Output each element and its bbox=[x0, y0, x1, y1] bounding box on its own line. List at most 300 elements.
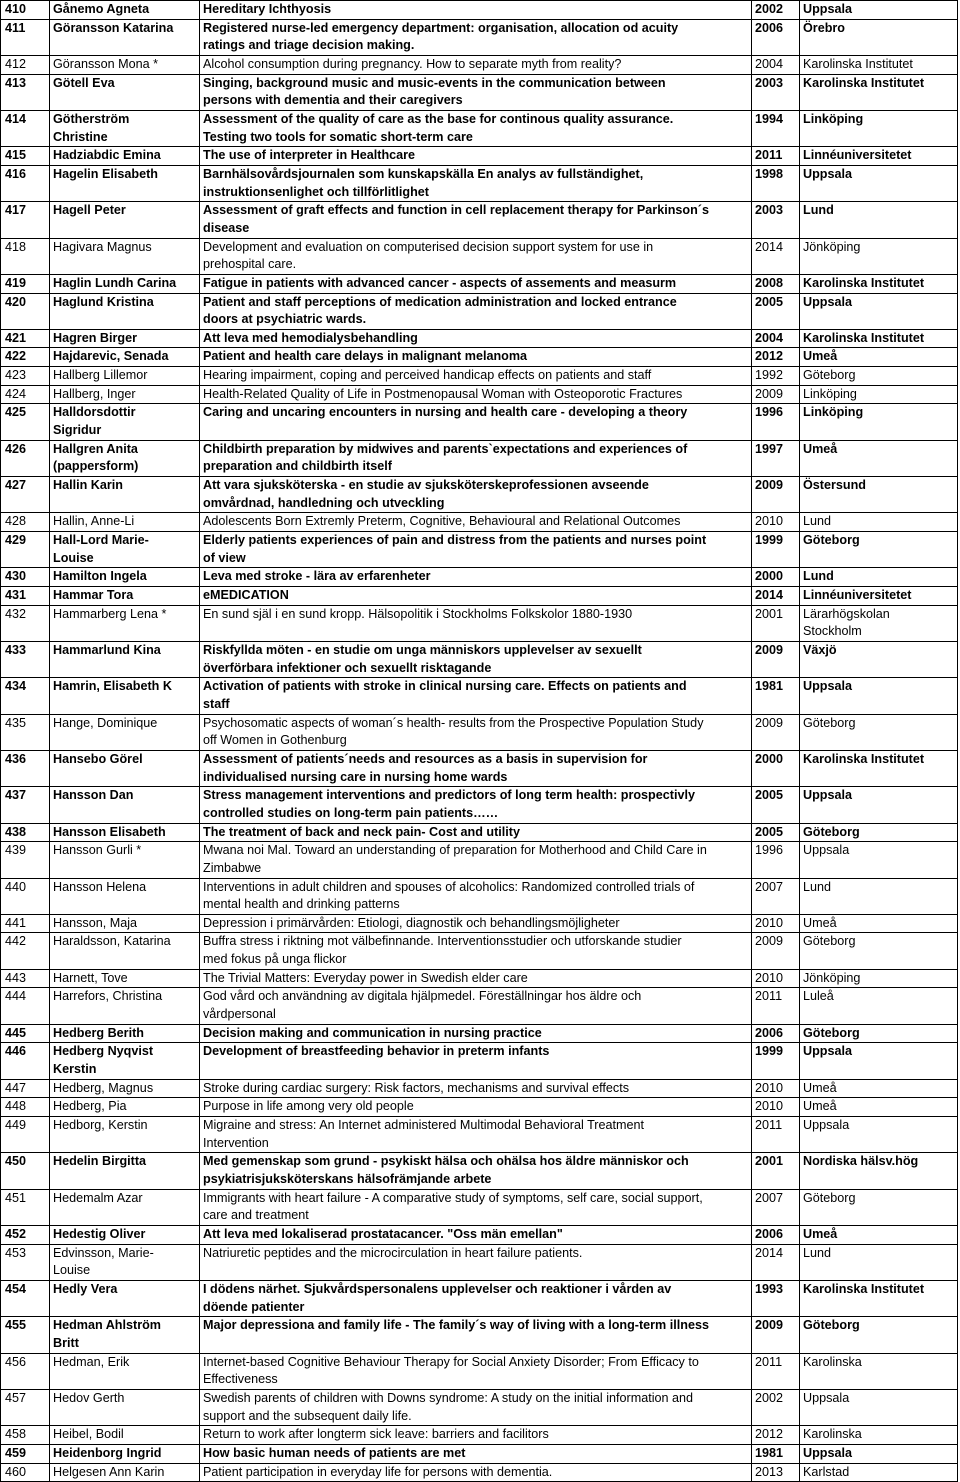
university-cell bbox=[800, 714, 958, 750]
title-line: persons with dementia and their caregivers bbox=[203, 93, 463, 108]
university-line: Lund bbox=[803, 1245, 832, 1260]
title-cell bbox=[200, 1153, 752, 1189]
year-cell: 2002 bbox=[752, 1, 800, 20]
row-number: 442 bbox=[1, 933, 50, 969]
university-line: Jönköping bbox=[803, 970, 861, 985]
table-row bbox=[1, 19, 958, 55]
title-cell bbox=[200, 348, 752, 367]
title-line: off Women in Gothenburg bbox=[203, 733, 347, 748]
author-line: Hedborg, Kerstin bbox=[53, 1118, 148, 1133]
year-cell: 1981 bbox=[752, 1444, 800, 1463]
row-number: 414 bbox=[1, 110, 50, 146]
title-line: Caring and uncaring encounters in nursing and health care - developing a theory bbox=[203, 405, 688, 420]
author-cell bbox=[50, 1153, 200, 1189]
university-line: Lund bbox=[803, 203, 834, 218]
table-row bbox=[1, 440, 958, 476]
university-cell bbox=[800, 605, 958, 641]
year-cell: 2014 bbox=[752, 1244, 800, 1280]
title-line: Testing two tools for somatic short-term care bbox=[203, 129, 473, 144]
row-number: 453 bbox=[1, 1244, 50, 1280]
university-line: Karlstad bbox=[803, 1464, 850, 1479]
year-cell: 2010 bbox=[752, 914, 800, 933]
table-row bbox=[1, 750, 958, 786]
table-row bbox=[1, 385, 958, 404]
author-cell bbox=[50, 293, 200, 329]
year-cell: 2000 bbox=[752, 568, 800, 587]
author-line: Hansson Dan bbox=[53, 788, 134, 803]
university-line: Linköping bbox=[803, 111, 864, 126]
university-line: Göteborg bbox=[803, 533, 860, 548]
university-line: Umeå bbox=[803, 349, 838, 364]
author-cell bbox=[50, 532, 200, 568]
row-number: 425 bbox=[1, 404, 50, 440]
author-cell bbox=[50, 110, 200, 146]
author-cell bbox=[50, 165, 200, 201]
row-number: 412 bbox=[1, 55, 50, 74]
title-line: God vård och användning av digitala hjälpmedel. Föreställningar hos äldre och bbox=[203, 989, 642, 1004]
year-cell: 2011 bbox=[752, 988, 800, 1024]
table-row bbox=[1, 568, 958, 587]
author-cell bbox=[50, 587, 200, 606]
row-number: 443 bbox=[1, 969, 50, 988]
title-cell bbox=[200, 532, 752, 568]
author-line: Hallberg Lillemor bbox=[53, 368, 148, 383]
university-cell bbox=[800, 914, 958, 933]
university-line: Göteborg bbox=[803, 824, 860, 839]
university-cell bbox=[800, 988, 958, 1024]
author-cell bbox=[50, 147, 200, 166]
title-cell bbox=[200, 202, 752, 238]
university-cell bbox=[800, 1153, 958, 1189]
year-cell: 2009 bbox=[752, 1317, 800, 1353]
table-row bbox=[1, 147, 958, 166]
title-line: The treatment of back and neck pain- Cost and utility bbox=[203, 824, 520, 839]
author-cell bbox=[50, 1189, 200, 1225]
year-cell: 2000 bbox=[752, 750, 800, 786]
author-line: Hagell Peter bbox=[53, 203, 126, 218]
title-cell bbox=[200, 385, 752, 404]
row-number: 437 bbox=[1, 787, 50, 823]
author-cell bbox=[50, 750, 200, 786]
table-row bbox=[1, 914, 958, 933]
title-line: Natriuretic peptides and the microcirculation in heart failure patients. bbox=[203, 1245, 583, 1260]
author-line: Hammarberg Lena * bbox=[53, 606, 167, 621]
row-number: 435 bbox=[1, 714, 50, 750]
university-cell bbox=[800, 1043, 958, 1079]
university-cell bbox=[800, 969, 958, 988]
table-row bbox=[1, 988, 958, 1024]
table-row bbox=[1, 878, 958, 914]
table-row bbox=[1, 293, 958, 329]
title-cell bbox=[200, 293, 752, 329]
author-line: Hajdarevic, Senada bbox=[53, 349, 169, 364]
author-cell bbox=[50, 367, 200, 386]
university-line: Umeå bbox=[803, 915, 837, 930]
university-cell bbox=[800, 74, 958, 110]
title-cell bbox=[200, 714, 752, 750]
row-number: 459 bbox=[1, 1444, 50, 1463]
table-row bbox=[1, 1317, 958, 1353]
title-cell bbox=[200, 1, 752, 20]
university-cell bbox=[800, 238, 958, 274]
title-line: Effectiveness bbox=[203, 1372, 278, 1387]
table-row bbox=[1, 1225, 958, 1244]
author-cell bbox=[50, 1444, 200, 1463]
title-line: Psychosomatic aspects of woman´s health- results from the Prospective Population Study bbox=[203, 715, 704, 730]
row-number: 448 bbox=[1, 1098, 50, 1117]
row-number: 424 bbox=[1, 385, 50, 404]
author-line: Hallin, Anne-Li bbox=[53, 514, 135, 529]
table-row bbox=[1, 238, 958, 274]
row-number: 421 bbox=[1, 329, 50, 348]
author-line: Göransson Katarina bbox=[53, 20, 174, 35]
title-cell bbox=[200, 933, 752, 969]
row-number: 411 bbox=[1, 19, 50, 55]
title-cell bbox=[200, 878, 752, 914]
author-line: Haraldsson, Katarina bbox=[53, 934, 171, 949]
row-number: 420 bbox=[1, 293, 50, 329]
title-line: How basic human needs of patients are met bbox=[203, 1445, 466, 1460]
year-cell: 2003 bbox=[752, 202, 800, 238]
university-line: Karolinska Institutet bbox=[803, 1281, 925, 1296]
university-line: Linnéuniversitetet bbox=[803, 148, 912, 163]
university-cell bbox=[800, 1, 958, 20]
year-cell: 2006 bbox=[752, 1024, 800, 1043]
author-cell bbox=[50, 933, 200, 969]
row-number: 410 bbox=[1, 1, 50, 20]
row-number: 441 bbox=[1, 914, 50, 933]
author-cell bbox=[50, 823, 200, 842]
author-line: Hedberg Berith bbox=[53, 1025, 144, 1040]
author-line: Heibel, Bodil bbox=[53, 1427, 124, 1442]
title-cell bbox=[200, 988, 752, 1024]
row-number: 436 bbox=[1, 750, 50, 786]
year-cell: 1996 bbox=[752, 404, 800, 440]
table-row bbox=[1, 787, 958, 823]
row-number: 450 bbox=[1, 1153, 50, 1189]
row-number: 415 bbox=[1, 147, 50, 166]
title-line: doors at psychiatric wards. bbox=[203, 312, 367, 327]
table-row bbox=[1, 1024, 958, 1043]
title-line: controlled studies on long-term pain patients…… bbox=[203, 805, 499, 820]
author-line: Hadziabdic Emina bbox=[53, 148, 161, 163]
university-cell bbox=[800, 641, 958, 677]
title-cell bbox=[200, 1317, 752, 1353]
table-row bbox=[1, 1117, 958, 1153]
row-number: 416 bbox=[1, 165, 50, 201]
thesis-table-body bbox=[1, 1, 958, 1482]
author-cell bbox=[50, 1098, 200, 1117]
author-line: Harnett, Tove bbox=[53, 970, 128, 985]
year-cell: 1993 bbox=[752, 1280, 800, 1316]
university-cell bbox=[800, 19, 958, 55]
title-cell bbox=[200, 1189, 752, 1225]
title-line: instruktionsenlighet och tillförlitlighet bbox=[203, 184, 429, 199]
author-line: Götherström bbox=[53, 111, 130, 126]
author-line: Götell Eva bbox=[53, 75, 115, 90]
author-cell bbox=[50, 348, 200, 367]
row-number: 422 bbox=[1, 348, 50, 367]
year-cell: 2011 bbox=[752, 1353, 800, 1389]
author-cell bbox=[50, 1079, 200, 1098]
year-cell: 2009 bbox=[752, 385, 800, 404]
author-line: Halldorsdottir bbox=[53, 405, 136, 420]
university-line: Umeå bbox=[803, 1099, 837, 1114]
title-line: Zimbabwe bbox=[203, 860, 262, 875]
title-cell bbox=[200, 842, 752, 878]
university-cell bbox=[800, 1444, 958, 1463]
university-line: Göteborg bbox=[803, 1190, 856, 1205]
author-line: Helgesen Ann Karin bbox=[53, 1464, 165, 1479]
table-row bbox=[1, 477, 958, 513]
author-line: Hange, Dominique bbox=[53, 715, 158, 730]
university-line: Göteborg bbox=[803, 715, 856, 730]
row-number: 445 bbox=[1, 1024, 50, 1043]
title-line: Assessment of the quality of care as the base for continous quality assurance. bbox=[203, 111, 674, 126]
title-cell bbox=[200, 787, 752, 823]
author-line: Haglin Lundh Carina bbox=[53, 275, 177, 290]
title-line: Immigrants with heart failure - A comparative study of symptoms, self care, social support, bbox=[203, 1190, 703, 1205]
row-number: 427 bbox=[1, 477, 50, 513]
year-cell: 2002 bbox=[752, 1389, 800, 1425]
title-cell bbox=[200, 147, 752, 166]
title-cell bbox=[200, 1389, 752, 1425]
title-line: Intervention bbox=[203, 1135, 269, 1150]
author-line: Heidenborg Ingrid bbox=[53, 1445, 162, 1460]
title-line: överförbara infektioner och sexuellt risktagande bbox=[203, 660, 492, 675]
university-cell bbox=[800, 293, 958, 329]
year-cell: 2001 bbox=[752, 605, 800, 641]
author-line: Göransson Mona * bbox=[53, 56, 159, 71]
row-number: 451 bbox=[1, 1189, 50, 1225]
author-line: Hedly Vera bbox=[53, 1281, 118, 1296]
title-line: Med gemenskap som grund - psykiskt hälsa och ohälsa hos äldre människor och bbox=[203, 1154, 689, 1169]
author-cell bbox=[50, 238, 200, 274]
title-line: Att vara sjuksköterska - en studie av sjuksköterskeprofessionen avseende bbox=[203, 478, 649, 493]
table-row bbox=[1, 641, 958, 677]
university-line: Karolinska Institutet bbox=[803, 275, 925, 290]
row-number: 419 bbox=[1, 274, 50, 293]
title-line: Singing, background music and music-events in the communication between bbox=[203, 75, 666, 90]
title-line: Alcohol consumption during pregnancy. How to separate myth from reality? bbox=[203, 56, 622, 71]
table-row bbox=[1, 532, 958, 568]
title-cell bbox=[200, 367, 752, 386]
table-row bbox=[1, 367, 958, 386]
university-line: Nordiska hälsv.hög bbox=[803, 1154, 919, 1169]
author-line: Hedman Ahlström bbox=[53, 1318, 161, 1333]
title-cell bbox=[200, 914, 752, 933]
year-cell: 2009 bbox=[752, 477, 800, 513]
title-line: Swedish parents of children with Downs syndrome: A study on the initial information and bbox=[203, 1390, 694, 1405]
university-cell bbox=[800, 165, 958, 201]
author-cell bbox=[50, 678, 200, 714]
table-row bbox=[1, 274, 958, 293]
author-line: Hammar Tora bbox=[53, 588, 134, 602]
row-number: 454 bbox=[1, 1280, 50, 1316]
year-cell: 2007 bbox=[752, 1189, 800, 1225]
title-line: mental health and drinking patterns bbox=[203, 897, 400, 912]
author-cell bbox=[50, 1043, 200, 1079]
university-line: Uppsala bbox=[803, 294, 852, 309]
row-number: 418 bbox=[1, 238, 50, 274]
author-cell bbox=[50, 714, 200, 750]
row-number: 426 bbox=[1, 440, 50, 476]
author-cell bbox=[50, 1024, 200, 1043]
university-line: Uppsala bbox=[803, 166, 852, 181]
title-cell bbox=[200, 110, 752, 146]
university-cell bbox=[800, 1024, 958, 1043]
table-row bbox=[1, 1353, 958, 1389]
university-line: Örebro bbox=[803, 20, 845, 35]
year-cell: 2001 bbox=[752, 1153, 800, 1189]
title-line: Stress management interventions and predictors of long term health: prospectivly bbox=[203, 788, 695, 803]
author-line: Hedman, Erik bbox=[53, 1354, 130, 1369]
author-line: Hamrin, Elisabeth K bbox=[53, 679, 172, 694]
year-cell: 2010 bbox=[752, 1098, 800, 1117]
university-cell bbox=[800, 1463, 958, 1482]
title-cell bbox=[200, 238, 752, 274]
author-line: Hedestig Oliver bbox=[53, 1226, 146, 1241]
university-cell bbox=[800, 1189, 958, 1225]
author-cell bbox=[50, 1389, 200, 1425]
title-cell bbox=[200, 55, 752, 74]
author-cell bbox=[50, 1463, 200, 1482]
author-line: Hansson Helena bbox=[53, 879, 147, 894]
author-cell bbox=[50, 914, 200, 933]
row-number: 430 bbox=[1, 568, 50, 587]
row-number: 446 bbox=[1, 1043, 50, 1079]
university-cell bbox=[800, 202, 958, 238]
university-cell bbox=[800, 933, 958, 969]
title-line: Stroke during cardiac surgery: Risk factors, mechanisms and survival effects bbox=[203, 1080, 630, 1095]
title-cell bbox=[200, 74, 752, 110]
table-row bbox=[1, 714, 958, 750]
title-cell bbox=[200, 1444, 752, 1463]
title-line: Buffra stress i riktning mot välbefinnande. Interventionsstudier och utforskande studier bbox=[203, 934, 682, 949]
title-line: Hereditary Ichthyosis bbox=[203, 2, 332, 16]
author-cell bbox=[50, 1317, 200, 1353]
university-line: Linköping bbox=[803, 405, 864, 420]
table-row bbox=[1, 165, 958, 201]
author-line: Hagren Birger bbox=[53, 330, 137, 345]
table-row bbox=[1, 1153, 958, 1189]
year-cell: 2011 bbox=[752, 1117, 800, 1153]
university-line: Göteborg bbox=[803, 1025, 860, 1040]
author-line: (pappersform) bbox=[53, 459, 139, 474]
author-line: Hagivara Magnus bbox=[53, 239, 152, 254]
title-cell bbox=[200, 1079, 752, 1098]
author-line: Haglund Kristina bbox=[53, 294, 154, 309]
title-cell bbox=[200, 587, 752, 606]
table-row bbox=[1, 1244, 958, 1280]
university-cell bbox=[800, 329, 958, 348]
title-line: Internet-based Cognitive Behaviour Therapy for Social Anxiety Disorder; From Efficacy to bbox=[203, 1354, 699, 1369]
university-cell bbox=[800, 587, 958, 606]
title-line: Development and evaluation on computerised decision support system for use in bbox=[203, 239, 654, 254]
title-line: preparation and childbirth itself bbox=[203, 459, 392, 474]
university-cell bbox=[800, 750, 958, 786]
university-line: Karolinska bbox=[803, 1354, 862, 1369]
year-cell: 1997 bbox=[752, 440, 800, 476]
table-row bbox=[1, 842, 958, 878]
title-line: Development of breastfeeding behavior in preterm infants bbox=[203, 1044, 550, 1059]
author-cell bbox=[50, 74, 200, 110]
title-line: Att leva med hemodialysbehandling bbox=[203, 330, 418, 345]
year-cell: 2006 bbox=[752, 19, 800, 55]
title-line: I dödens närhet. Sjukvårdspersonalens upplevelser och reaktioner i vården av bbox=[203, 1281, 672, 1296]
year-cell: 2009 bbox=[752, 933, 800, 969]
table-row bbox=[1, 74, 958, 110]
university-cell bbox=[800, 1079, 958, 1098]
title-line: The Trivial Matters: Everyday power in Swedish elder care bbox=[203, 970, 528, 985]
title-cell bbox=[200, 1117, 752, 1153]
university-cell bbox=[800, 842, 958, 878]
row-number: 456 bbox=[1, 1353, 50, 1389]
author-line: Louise bbox=[53, 550, 94, 565]
author-cell bbox=[50, 19, 200, 55]
row-number: 444 bbox=[1, 988, 50, 1024]
title-line: Leva med stroke - lära av erfarenheter bbox=[203, 569, 431, 584]
table-row bbox=[1, 1426, 958, 1445]
row-number: 447 bbox=[1, 1079, 50, 1098]
title-cell bbox=[200, 568, 752, 587]
university-line: Umeå bbox=[803, 1226, 838, 1241]
author-line: Edvinsson, Marie- bbox=[53, 1245, 154, 1260]
university-line: Karolinska bbox=[803, 1427, 862, 1442]
university-cell bbox=[800, 787, 958, 823]
year-cell: 2010 bbox=[752, 513, 800, 532]
title-line: Elderly patients experiences of pain and distress from the patients and nurses point bbox=[203, 533, 707, 548]
university-line: Jönköping bbox=[803, 239, 861, 254]
year-cell: 2012 bbox=[752, 348, 800, 367]
row-number: 432 bbox=[1, 605, 50, 641]
year-cell: 2005 bbox=[752, 823, 800, 842]
title-line: psykiatrisjuksköterskans hälsofrämjande arbete bbox=[203, 1172, 492, 1186]
author-line: Kerstin bbox=[53, 1062, 97, 1077]
author-line: Hedelin Birgitta bbox=[53, 1154, 147, 1169]
table-row bbox=[1, 1, 958, 20]
title-cell bbox=[200, 1244, 752, 1280]
title-line: En sund själ i en sund kropp. Hälsopolitik i Stockholms Folkskolor 1880-1930 bbox=[203, 606, 633, 621]
title-line: Adolescents Born Extremly Preterm, Cognitive, Behavioural and Relational Outcomes bbox=[203, 514, 681, 529]
title-line: care and treatment bbox=[203, 1208, 309, 1223]
author-cell bbox=[50, 477, 200, 513]
author-cell bbox=[50, 969, 200, 988]
title-line: Mwana noi Mal. Toward an understanding of preparation for Motherhood and Child Care in bbox=[203, 843, 707, 858]
year-cell: 2010 bbox=[752, 1079, 800, 1098]
author-line: Hall-Lord Marie- bbox=[53, 533, 149, 548]
university-cell bbox=[800, 1426, 958, 1445]
table-row bbox=[1, 605, 958, 641]
author-cell bbox=[50, 404, 200, 440]
table-row bbox=[1, 348, 958, 367]
title-line: Patient participation in everyday life for persons with dementia. bbox=[203, 1464, 553, 1479]
author-cell bbox=[50, 55, 200, 74]
title-line: Riskfyllda möten - en studie om unga människors upplevelser av sexuellt bbox=[203, 642, 642, 657]
university-cell bbox=[800, 274, 958, 293]
row-number: 439 bbox=[1, 842, 50, 878]
university-line: Lund bbox=[803, 879, 832, 894]
year-cell: 2009 bbox=[752, 641, 800, 677]
year-cell: 1999 bbox=[752, 532, 800, 568]
university-line: Linköping bbox=[803, 386, 857, 401]
year-cell: 2010 bbox=[752, 969, 800, 988]
title-cell bbox=[200, 513, 752, 532]
table-row bbox=[1, 202, 958, 238]
table-row bbox=[1, 1463, 958, 1482]
author-line: Hammarlund Kina bbox=[53, 642, 161, 657]
title-line: eMEDICATION bbox=[203, 588, 289, 602]
